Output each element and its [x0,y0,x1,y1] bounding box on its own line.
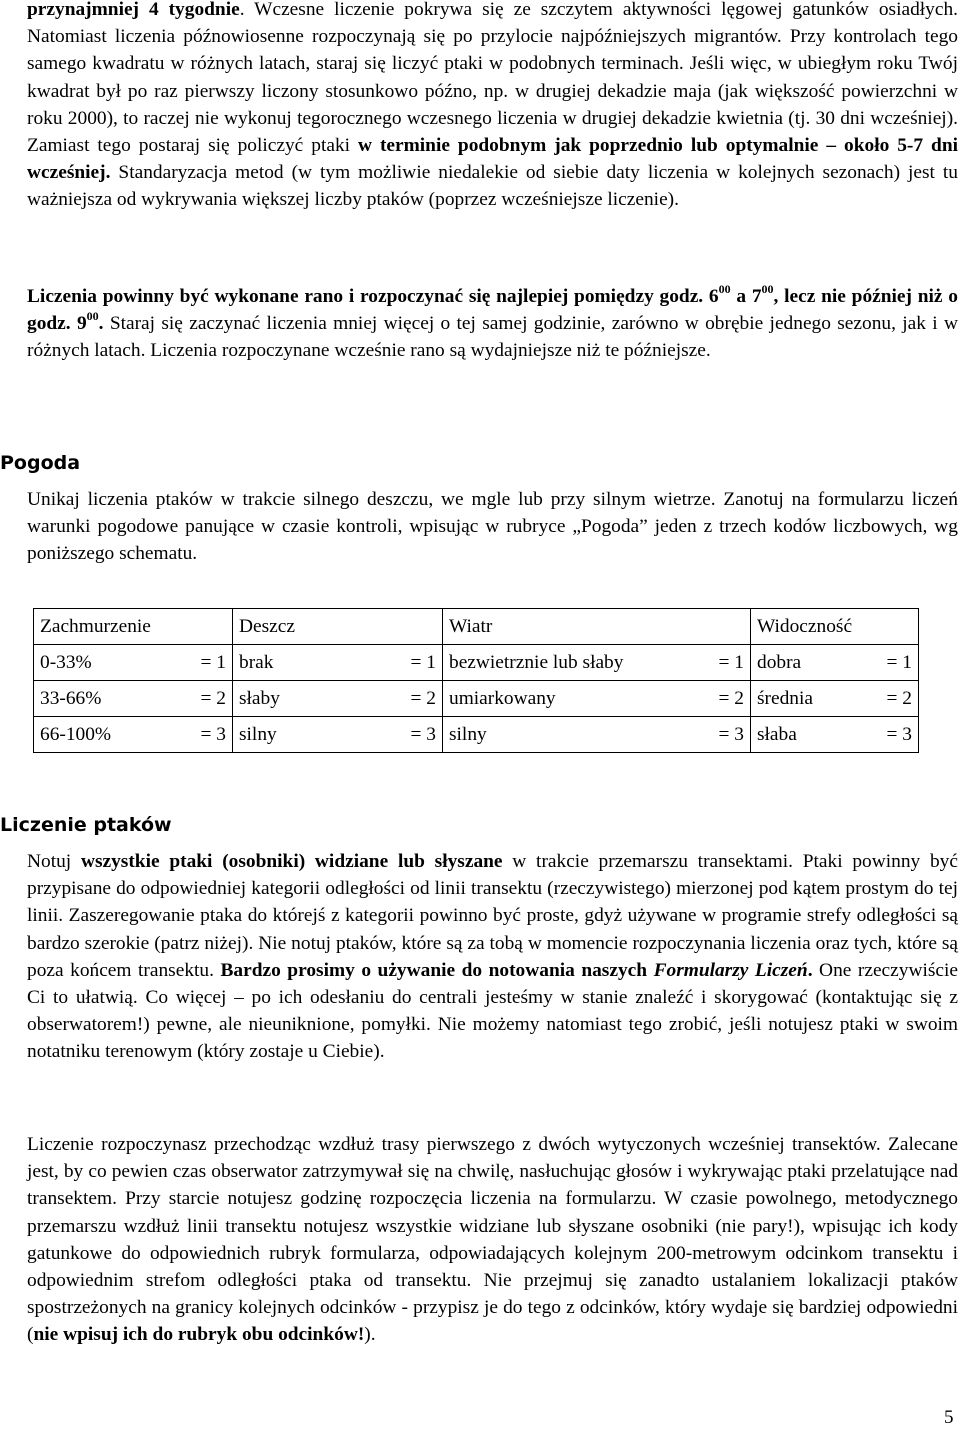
counting-heading: Liczenie ptaków [0,814,172,836]
table-cell [233,717,443,753]
weather-paragraph: Unikaj liczenia ptaków w trakcie silnego deszczu, we mgle lub przy silnym wietrze. Zanotuj na formularzu liczeń warunki pogodowe panujące w czasie kontroli, wpisując w rubryce „Pogoda” jeden z trzech kodów liczbowych, wg poniższego schematu. [27,489,958,565]
table-row [34,645,919,681]
cell-value: = 3 [200,723,226,745]
hours-sup-3: 00 [86,309,99,324]
cell-value: = 2 [410,687,436,709]
counting-p1-bold-2: Bardzo prosimy o używanie do notowania naszych [220,959,654,981]
hours-bold-4: . [98,313,104,335]
table-header-cell: Deszcz [233,609,443,645]
table-row [34,681,919,717]
weather-codes-table [33,608,919,753]
table-cell [751,717,919,753]
cell-label: umiarkowany [449,687,556,709]
counting-p1-text-1: Notuj [27,851,81,872]
cell-label: 66-100% [40,723,112,745]
counting-p1-text-3: One rzeczywiście Ci to ułatwią. Co więcej – po ich odesłaniu do centrali jesteśmy w stanie znaleźć i skorygować (kontaktując się z obserwatorem!) pewne, ale nieuniknione, pomyłki. Nie możemy natomiast tego zrobić, jeśli notujesz ptaki w swoim notatniku terenowym (który zostaje u Ciebie). [27,959,958,1063]
table-header-cell: Wiatr [443,609,751,645]
table-cell [751,645,919,681]
counting-p1-text-2: w trakcie przemarszu transektami. Ptaki powinny być przypisane do odpowiedniej kategorii odległości od linii transektu (rzeczywistego) mierzonej pod kątem prostym do tej linii. Zaszeregowanie ptaka do którejś z kategorii powinno być proste, gdyż używane w programie strefy odległości są bardzo szerokie (patrz niżej). Nie notuj ptaków, które są za tobą w momencie rozpoczynania liczenia oraz tych, które są poza końcem transektu. [27,851,958,981]
intro-text-2: Standaryzacja metod (w tym możliwie niedalekie od siebie daty liczenia w kolejnych sezonach) jest tu ważniejsza od wykrywania większej liczby ptaków (poprzez wcześniejsze liczenie). [27,162,958,211]
table-cell [233,645,443,681]
cell-value: = 2 [200,687,226,709]
cell-label: 0-33% [40,651,92,673]
cell-label: słaby [239,687,280,709]
cell-label: dobra [757,651,802,673]
intro-bold-2: w terminie podobnym jak poprzednio lub optymalnie – około 5-7 dni wcześniej. [27,135,959,184]
hours-sup-1: 00 [718,282,731,296]
table-cell [34,681,233,717]
counting-p1-bold-italic: Formularzy Liczeń [653,959,808,981]
counting-paragraph-1 [27,848,958,1066]
cell-value: = 3 [718,723,744,745]
cell-value: = 1 [886,651,912,673]
cell-label: brak [239,651,274,673]
cell-value: = 1 [410,651,436,673]
counting-p1-bold-1: wszystkie ptaki (osobniki) widziane lub słyszane [80,851,503,872]
table-cell [233,681,443,717]
hours-bold-2: a 7 [730,286,762,307]
cell-label: średnia [757,687,813,709]
table-row [34,717,919,753]
hours-bold-3: , lecz nie później niż o godz. 9 [27,286,958,335]
counting-p2-bold-1: nie wpisuj ich do rubryk obu odcinków! [33,1324,365,1346]
table-cell [34,717,233,753]
page-number: 5 [944,1407,954,1428]
counting-p2-text-1: Liczenie rozpoczynasz przechodząc wzdłuż trasy pierwszego z dwóch wytyczonych wcześniej transektów. Zalecane jest, by co pewien czas obserwator zatrzymywał się na chwilę, nasłuchując głosów i wykrywając ptaki przelatujące nad transektem. Przy starcie notujesz godzinę rozpoczęcia liczenia na formularzu. W czasie powolnego, metodycznego przemarszu wzdłuż linii transektu notujesz wszystkie widziane lub słyszane osobniki (nie pary!), wpisując ich kody gatunkowe do odpowiednich rubryk formularza, odpowiadających kolejnym 200-metrowym odcinkom transektu i odpowiednim strefom odległości ptaka od transektu. Nie przejmuj się zanadto ustalaniem lokalizacji ptaków spostrzeżonych na granicy kolejnych odcinków - przypisz je do tego z odcinków, który wydaje się bardziej odpowiedni ( [27,1134,958,1346]
cell-value: = 3 [410,723,436,745]
hours-paragraph [27,283,958,365]
table-header-cell: Zachmurzenie [34,609,233,645]
cell-label: silny [239,723,277,745]
cell-label: 33-66% [40,687,102,709]
counting-p2-text-2: ). [364,1324,376,1346]
cell-value: = 1 [718,651,744,673]
hours-bold-1: Liczenia powinny być wykonane rano i rozpoczynać się najlepiej pomiędzy godz. 6 [27,286,719,307]
weather-heading: Pogoda [0,452,81,474]
table-cell [443,681,751,717]
counting-p1-bold-3: . [807,959,813,981]
table-cell [443,717,751,753]
cell-value: = 1 [200,651,226,673]
table-header-row [34,609,919,645]
cell-value: = 2 [886,687,912,709]
cell-value: = 2 [718,687,744,709]
hours-text: Staraj się zaczynać liczenia mniej więcej o tej samej godzinie, zarówno w obrębie jednego sezonu, jak i w różnych latach. Liczenia rozpoczynane wcześnie rano są wydajniejsze niż te późniejsze. [27,313,958,362]
cell-label: słaba [757,723,797,745]
hours-sup-2: 00 [761,282,774,296]
table-cell [443,645,751,681]
cell-label: silny [449,723,487,745]
table-cell [34,645,233,681]
intro-bold-1: przynajmniej 4 tygodnie [27,0,240,20]
intro-text-1: . Wczesne liczenie pokrywa się ze szczytem aktywności lęgowej gatunków osiadłych. Natomiast liczenia późnowiosenne rozpoczynają się po przylocie najpóźniejszych migrantów. Przy kontrolach tego samego kwadratu w różnych latach, staraj się liczyć ptaki w podobnych terminach. Jeśli więc, w ubiegłym roku Twój kwadrat był po raz pierwszy liczony stosunkowo późno, np. w drugiej dekadzie maja (jak większość powierzchni w roku 2000), to raczej nie wykonuj tegorocznego wczesnego liczenia w drugiej dekadzie kwietnia (tj. 30 dni wcześniej). Zamiast tego postaraj się policzyć ptaki [27,0,958,157]
counting-paragraph-2 [27,1131,958,1349]
intro-paragraph [27,0,958,214]
table-header-cell: Widoczność [751,609,919,645]
table-cell [751,681,919,717]
cell-value: = 3 [886,723,912,745]
cell-label: bezwietrznie lub słaby [449,651,624,673]
